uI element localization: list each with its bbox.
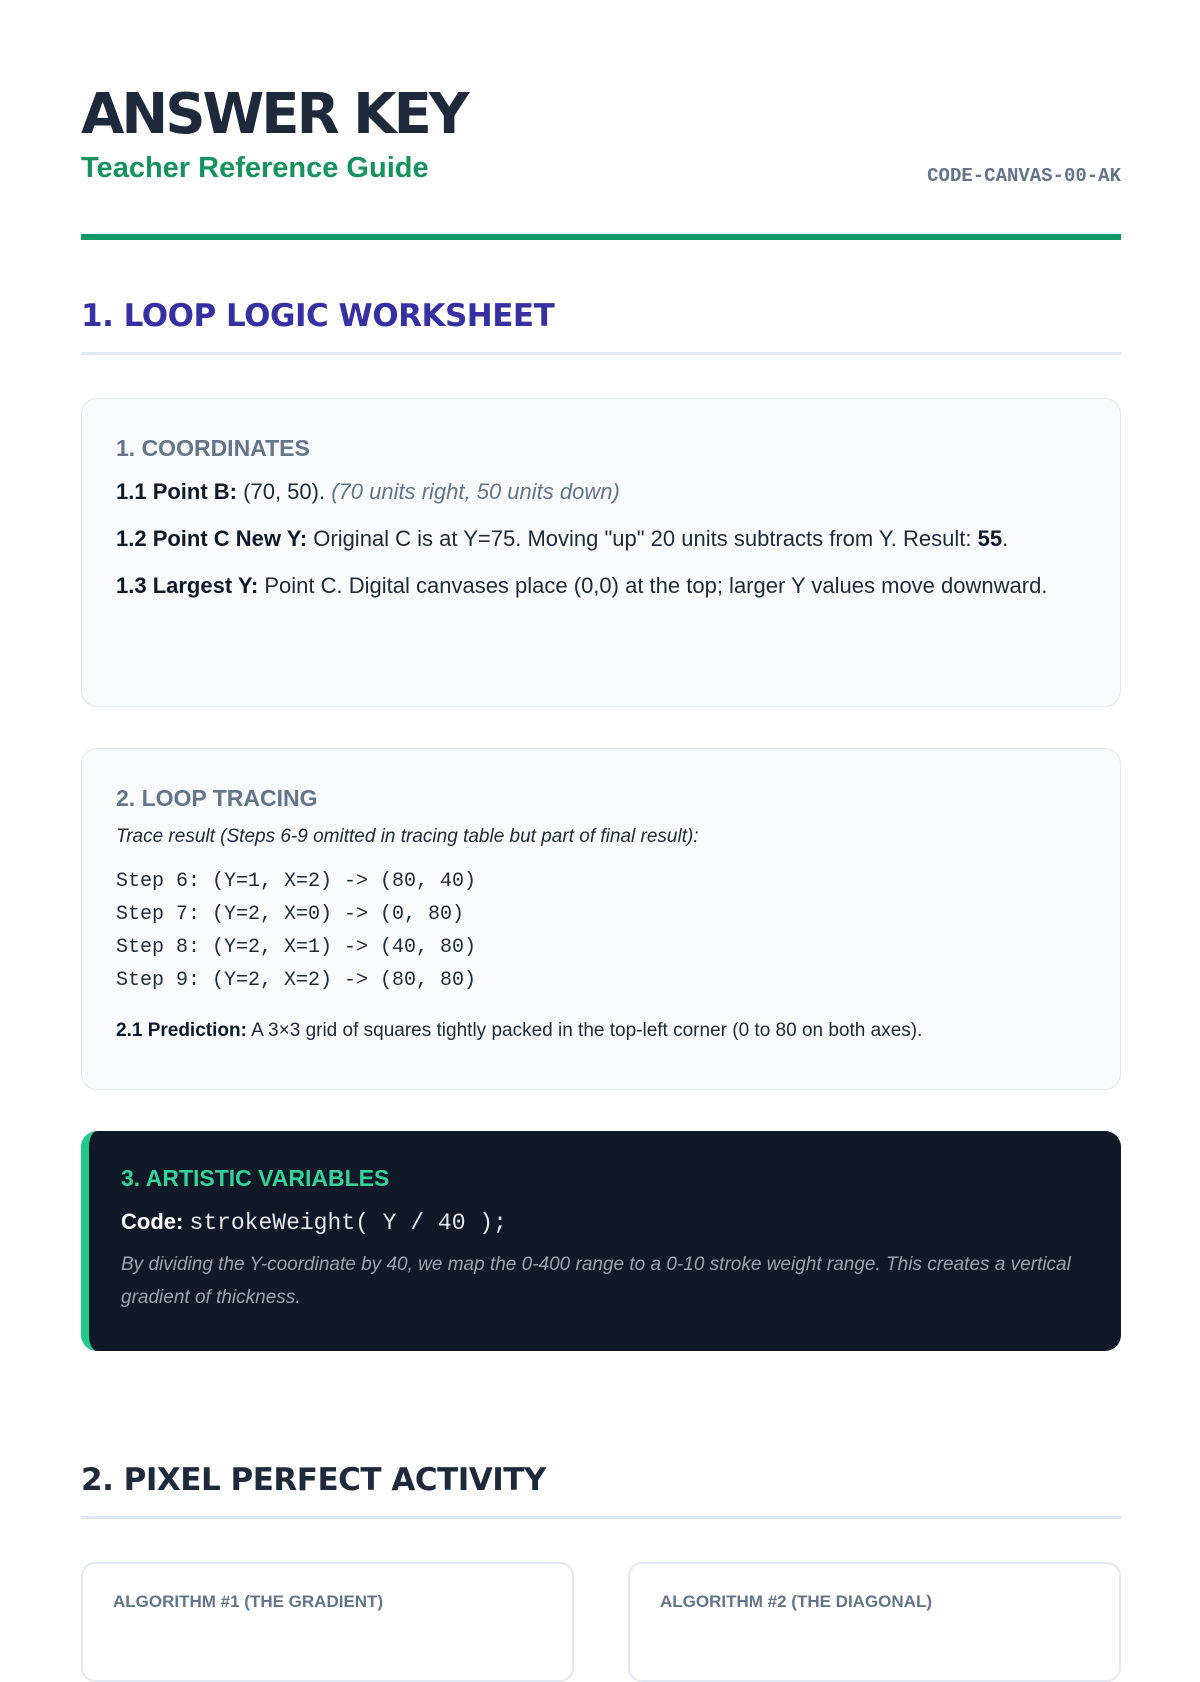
document-title: ANSWER KEY bbox=[81, 82, 467, 147]
artistic-variables-title: 3. ARTISTIC VARIABLES bbox=[121, 1165, 390, 1191]
code-snippet: strokeWeight( Y / 40 ); bbox=[189, 1210, 507, 1236]
document-subtitle: Teacher Reference Guide bbox=[81, 152, 429, 184]
answer-1-3 bbox=[116, 569, 1086, 602]
code-explanation: By dividing the Y-coordinate by 40, we map the 0-400 range to a 0-10 stroke weight range. This creates a vertical gradient of thickness. bbox=[121, 1254, 1071, 1308]
code-label: Code: bbox=[121, 1209, 184, 1234]
algorithm-1-card bbox=[81, 1562, 574, 1682]
algorithm-1-label: ALGORITHM #1 (THE GRADIENT) bbox=[113, 1592, 384, 1611]
answer-1-2-result: 55 bbox=[977, 526, 1003, 551]
answer-1-1-label: 1.1 Point B: bbox=[116, 479, 238, 504]
prediction-text: A 3×3 grid of squares tightly packed in the top-left corner (0 to 80 on both axes). bbox=[251, 1020, 923, 1041]
loop-tracing-title: 2. LOOP TRACING bbox=[116, 785, 318, 811]
section-heading-loop-logic: 1. LOOP LOGIC WORKSHEET bbox=[81, 296, 1121, 355]
header-divider bbox=[81, 234, 1121, 240]
answer-1-3-label: 1.3 Largest Y: bbox=[116, 573, 259, 598]
answer-1-1-value: (70, 50). bbox=[243, 479, 326, 504]
answer-1-1-note: (70 units right, 50 units down) bbox=[331, 479, 620, 504]
trace-intro: Trace result (Steps 6-9 omitted in tracing table but part of final result): bbox=[116, 826, 699, 847]
answer-1-2-label: 1.2 Point C New Y: bbox=[116, 526, 308, 551]
trace-step: Step 8: (Y=2, X=1) -> (40, 80) bbox=[116, 936, 477, 959]
prediction-label: 2.1 Prediction: bbox=[116, 1020, 247, 1041]
answer-1-3-text: Point C. Digital canvases place (0,0) at the top; larger Y values move downward. bbox=[264, 573, 1048, 598]
coordinates-card bbox=[81, 398, 1121, 707]
coordinates-title: 1. COORDINATES bbox=[116, 435, 310, 461]
algorithm-2-label: ALGORITHM #2 (THE DIAGONAL) bbox=[660, 1592, 932, 1611]
answer-1-2 bbox=[116, 522, 1086, 555]
algorithm-2-card bbox=[628, 1562, 1121, 1682]
answer-1-2-text: Original C is at Y=75. Moving "up" 20 units subtracts from Y. Result: bbox=[313, 526, 972, 551]
loop-tracing-card bbox=[81, 748, 1121, 1090]
section-heading-pixel-perfect: 2. PIXEL PERFECT ACTIVITY bbox=[81, 1460, 1121, 1519]
trace-step: Step 7: (Y=2, X=0) -> (0, 80) bbox=[116, 903, 465, 926]
trace-step: Step 9: (Y=2, X=2) -> (80, 80) bbox=[116, 969, 477, 992]
document-code: CODE-CANVAS-00-AK bbox=[927, 165, 1121, 187]
answer-1-1 bbox=[116, 475, 1086, 508]
prediction-answer bbox=[116, 1017, 1086, 1045]
trace-step: Step 6: (Y=1, X=2) -> (80, 40) bbox=[116, 870, 477, 893]
code-answer bbox=[121, 1207, 1087, 1238]
document-header bbox=[81, 82, 1121, 242]
artistic-variables-card bbox=[81, 1131, 1121, 1351]
answer-1-2-end: . bbox=[1002, 526, 1009, 551]
